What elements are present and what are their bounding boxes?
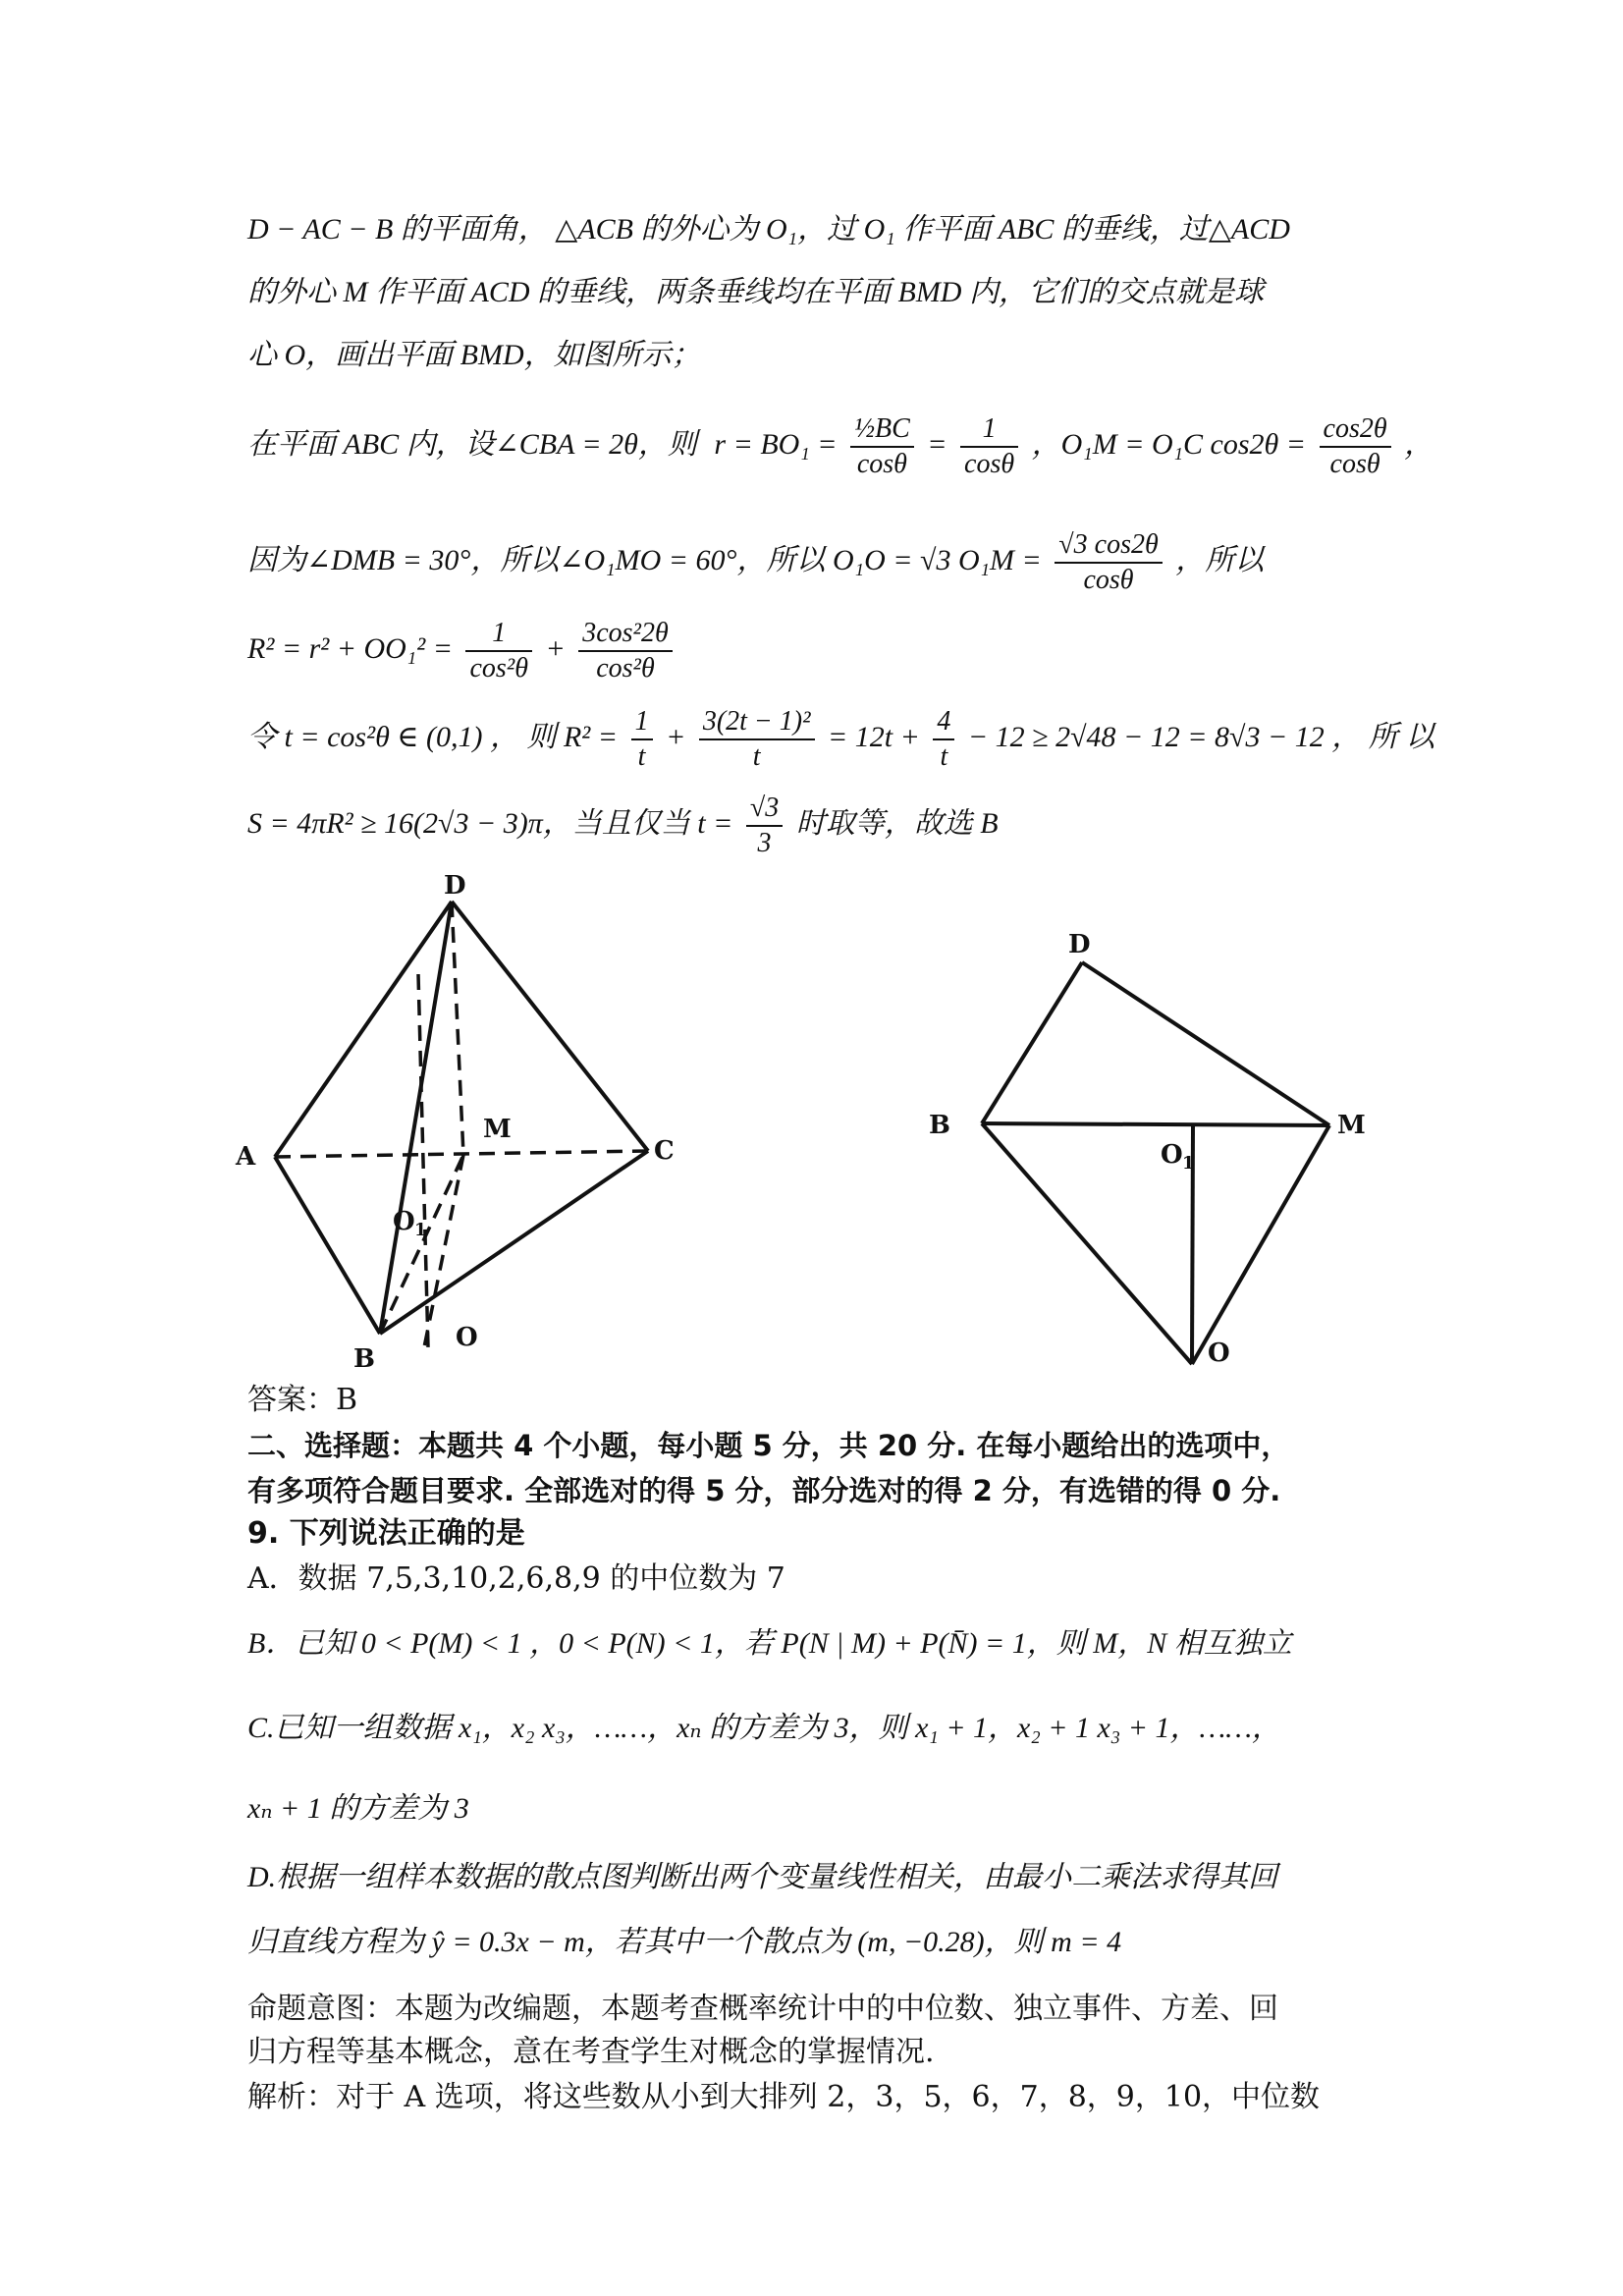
fraction: [933, 705, 954, 774]
fraction-denominator: cos²θ: [596, 653, 655, 683]
option-D-line-1: D.根据一组样本数据的散点图判断出两个变量线性相关，由最小二乘法求得其回: [247, 1861, 1278, 1893]
fraction-denominator: t: [752, 741, 761, 772]
fraction-numerator: 3cos²2θ: [578, 617, 672, 652]
answer-line: 答案：B: [247, 1383, 358, 1417]
equation-substitution: [247, 705, 1434, 774]
edge-DM: [1082, 962, 1329, 1125]
label-D: D: [1068, 930, 1091, 959]
eq-text: R² = r² + OO₁² =: [247, 631, 453, 665]
fraction: [578, 617, 672, 685]
eq-text: ，: [1404, 427, 1434, 461]
label-B: B: [929, 1111, 950, 1140]
plane-BMD-figure: [913, 923, 1404, 1375]
fraction-denominator: cosθ: [964, 449, 1015, 479]
fraction: [960, 412, 1018, 481]
section-heading-line-2: 有多项符合题目要求. 全部选对的得 5 分，部分选对的得 2 分，有选错的得 0 分.: [247, 1474, 1281, 1507]
eq-text: =: [927, 427, 947, 461]
fraction-denominator: cos²θ: [469, 653, 528, 683]
edge-AB: [275, 1157, 380, 1334]
label-O: O: [1208, 1339, 1230, 1368]
option-A: A．数据 7,5,3,10,2,6,8,9 的中位数为 7: [247, 1561, 785, 1596]
option-B: B．已知 0 < P(M) < 1 ，0 < P(N) < 1，若 P(N | M) + P(N̄) = 1，则 M，N 相互独立: [247, 1627, 1292, 1660]
fraction-denominator: cosθ: [1329, 449, 1380, 479]
edge-DC: [452, 902, 648, 1151]
edge-BM: [982, 1123, 1329, 1125]
intent-line-1: 命题意图：本题为改编题，本题考查概率统计中的中位数、独立事件、方差、回: [247, 1992, 1278, 2026]
fraction-numerator: 3(2t − 1)²: [699, 705, 815, 740]
question-9: [247, 1514, 525, 1554]
fraction: [1055, 528, 1162, 597]
eq-text: 在平面 ABC 内，设∠CBA = 2θ，则: [247, 427, 697, 461]
equation-distance: [247, 528, 1264, 597]
fraction-denominator: 3: [757, 828, 772, 858]
label-A: A: [236, 1142, 256, 1172]
eq-text: S = 4πR² ≥ 16(2√3 − 3)π，当且仅当 t =: [247, 806, 733, 840]
line-O1O: [418, 974, 428, 1347]
equation-R-squared: [247, 617, 678, 685]
label-O1-subscript: 1: [1182, 1153, 1195, 1174]
fraction: [1320, 412, 1391, 481]
edge-DA: [275, 902, 452, 1157]
fraction-denominator: cosθ: [856, 449, 907, 479]
section-heading-line-1: 二、选择题：本题共 4 个小题，每小题 5 分，共 20 分. 在每小题给出的选项中，: [247, 1429, 1290, 1462]
fraction-numerator: √3 cos2θ: [1055, 528, 1162, 564]
eq-text: 令 t = cos²θ ∈ (0,1) ， 则 R² =: [247, 720, 619, 753]
text-line-3: 心 O，画出平面 BMD，如图所示；: [247, 339, 701, 371]
label-O: O: [456, 1323, 478, 1352]
fraction: [699, 705, 815, 774]
label-C: C: [654, 1136, 675, 1166]
eq-text: 时取等，故选 B: [795, 806, 999, 840]
fraction-numerator: √3: [746, 792, 783, 827]
eq-text: ，O₁M = O₁C cos2θ =: [1031, 427, 1307, 461]
label-O1: O: [1161, 1140, 1183, 1170]
fraction-numerator: 1: [465, 617, 531, 652]
fraction: [850, 412, 914, 481]
eq-text: r = BO₁ =: [714, 427, 838, 461]
fraction: [746, 792, 783, 860]
fraction-denominator: cosθ: [1083, 565, 1134, 595]
label-B: B: [353, 1344, 375, 1374]
eq-text: − 12 ≥ 2√48 − 12 = 8√3 − 12 ， 所 以: [967, 720, 1435, 753]
equation-area: [247, 792, 999, 860]
line-DM: [452, 902, 463, 1155]
tetrahedron-figure: [216, 864, 727, 1375]
label-O1: O: [393, 1207, 415, 1236]
eq-text: ，所以: [1175, 543, 1265, 576]
fraction-numerator: ½BC: [850, 412, 914, 448]
fraction-numerator: 4: [933, 705, 954, 740]
label-M: M: [483, 1115, 512, 1144]
fraction-numerator: cos2θ: [1320, 412, 1391, 448]
option-D-line-2: 归直线方程为 ŷ = 0.3x − m，若其中一个散点为 (m, −0.28)，则 m = 4: [247, 1926, 1122, 1958]
eq-text: +: [666, 720, 686, 753]
text-line-2: 的外心 M 作平面 ACD 的垂线，两条垂线均在平面 BMD 内，它们的交点就是球: [247, 276, 1264, 308]
fraction: [631, 705, 653, 774]
line-MO: [424, 1155, 463, 1347]
fraction-denominator: t: [637, 741, 646, 772]
option-C-line-1: C.已知一组数据 x₁，x₂ x₃，……，xₙ 的方差为 3，则 x₁ + 1，x₂ + 1 x₃ + 1，……，: [247, 1712, 1281, 1744]
fraction-denominator: t: [940, 741, 948, 772]
eq-text: 因为∠DMB = 30°，所以∠O₁MO = 60°，所以 O₁O = √3 O₁M =: [247, 543, 1042, 576]
label-M: M: [1337, 1111, 1366, 1140]
equation-radius: [247, 412, 1434, 481]
edge-DB: [982, 962, 1082, 1123]
fraction: [465, 617, 531, 685]
analysis-line-1: 解析：对于 A 选项，将这些数从小到大排列 2，3，5，6，7，8，9，10，中位数: [247, 2080, 1321, 2114]
edge-MO: [1192, 1125, 1329, 1364]
edge-BC: [380, 1151, 648, 1334]
eq-text: +: [545, 631, 566, 665]
label-D: D: [444, 871, 466, 901]
text-line-1: D − AC − B 的平面角， △ACB 的外心为 O₁，过 O₁ 作平面 ABC 的垂线，过△ACD: [247, 213, 1290, 246]
question-9-text: 9. 下列说法正确的是: [247, 1516, 525, 1551]
intent-line-2: 归方程等基本概念，意在考查学生对概念的掌握情况.: [247, 2035, 935, 2069]
option-C-line-2: xₙ + 1 的方差为 3: [247, 1792, 469, 1825]
label-O1-subscript: 1: [414, 1220, 427, 1240]
fraction-numerator: 1: [631, 705, 653, 740]
eq-text: = 12t +: [828, 720, 920, 753]
fraction-numerator: 1: [960, 412, 1018, 448]
